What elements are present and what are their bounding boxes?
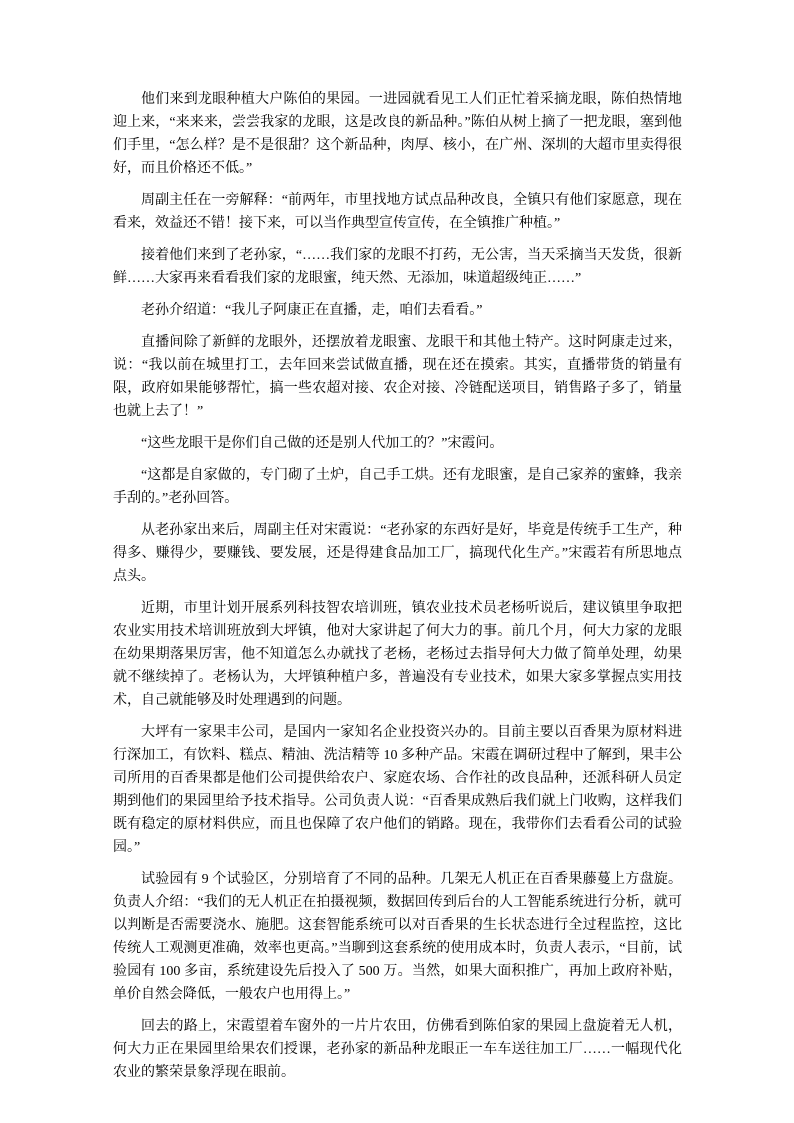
paragraph-02: 周副主任在一旁解释：“前两年，市里找地方试点品种改良，全镇只有他们家愿意，现在看来，效益还不错！接下来，可以当作典型宣传宣传，在全镇推广种植。” [113, 193, 682, 231]
paragraph-04: 老孙介绍道：“我儿子阿康正在直播，走，咱们去看看。” [141, 303, 483, 318]
paragraph-03: 接着他们来到了老孙家，“……我们家的龙眼不打药，无公害，当天采摘当天发货，很新鲜……大家再来看看我们家的龙眼蜜，纯天然、无添加，味道超级纯正……” [113, 248, 682, 286]
document-body [113, 88, 682, 1084]
paragraph-11: 试验园有 9 个试验区，分别培育了不同的品种。几架无人机正在百香果藤蔓上方盘旋。负责人介绍：“我们的无人机正在拍摄视频，数据回传到后台的人工智能系统进行分析，就可以判断是否需要浇水、施肥。这套智能系统可以对百香果的生长状态进行全过程监控，这比传统人工观测更准确，效率也更高。”当聊到这套系统的使用成本时，负责人表示，“目前，试验园有 100 多亩，系统建设先后投入了 500 万。当然，如果大面积推广，再加上政府补贴，单价自然会降低，一般农户也用得上。” [113, 872, 682, 1002]
paragraph-08: 从老孙家出来后，周副主任对宋霞说：“老孙家的东西好是好，毕竟是传统手工生产，种得多、赚得少，要赚钱、要发展，还是得建食品加工厂，搞现代化生产。”宋霞若有所思地点点头。 [113, 523, 682, 584]
paragraph-05: 直播间除了新鲜的龙眼外，还摆放着龙眼蜜、龙眼干和其他土特产。这时阿康走过来，说：“我以前在城里打工，去年回来尝试做直播，现在还在摸索。其实，直播带货的销量有限，政府如果能够帮忙，搞一些农超对接、农企对接、冷链配送项目，销售路子多了，销量也就上去了！” [113, 335, 682, 419]
paragraph-07: “这都是自家做的，专门砌了土炉，自己手工烘。还有龙眼蜜，是自己家养的蜜蜂，我亲手刮的。”老孙回答。 [113, 468, 682, 506]
paragraph-10: 大坪有一家果丰公司，是国内一家知名企业投资兴办的。目前主要以百香果为原材料进行深加工，有饮料、糕点、精油、洗洁精等 10 多种产品。宋霞在调研过程中了解到，果丰公司所用的百香果都是他们公司提供给农户、家庭农场、合作社的改良品种，还派科研人员定期到他们的果园里给予技术指导。公司负责人说：“百香果成熟后我们就上门收购，这样我们既有稳定的原材料供应，而且也保障了农户他们的销路。现在，我带你们去看看公司的试验园。” [113, 725, 682, 855]
paragraph-01: 他们来到龙眼种植大户陈伯的果园。一进园就看见工人们正忙着采摘龙眼，陈伯热情地迎上来，“来来来，尝尝我家的龙眼，这是改良的新品种。”陈伯从树上摘了一把龙眼，塞到他们手里，“怎么样？是不是很甜？这个新品种，肉厚、核小，在广州、深圳的大超市里卖得很好，而且价格还不低。” [113, 92, 682, 176]
paragraph-09: 近期，市里计划开展系列科技智农培训班，镇农业技术员老杨听说后，建议镇里争取把农业实用技术培训班放到大坪镇，他对大家讲起了何大力的事。前几个月，何大力家的龙眼在幼果期落果厉害，他不知道怎么办就找了老杨，老杨过去指导何大力做了简单处理，幼果就不继续掉了。老杨认为，大坪镇种植户多，普遍没有专业技术，如果大家多掌握点实用技术，自己就能够及时处理遇到的问题。 [113, 601, 682, 708]
paragraph-12: 回去的路上，宋霞望着车窗外的一片片农田，仿佛看到陈伯家的果园上盘旋着无人机，何大力正在果园里给果农们授课，老孙家的新品种龙眼正一车车送往加工厂……一幅现代化农业的繁荣景象浮现在眼前。 [113, 1019, 682, 1080]
paragraph-06: “这些龙眼干是你们自己做的还是别人代加工的？”宋霞问。 [141, 436, 504, 451]
